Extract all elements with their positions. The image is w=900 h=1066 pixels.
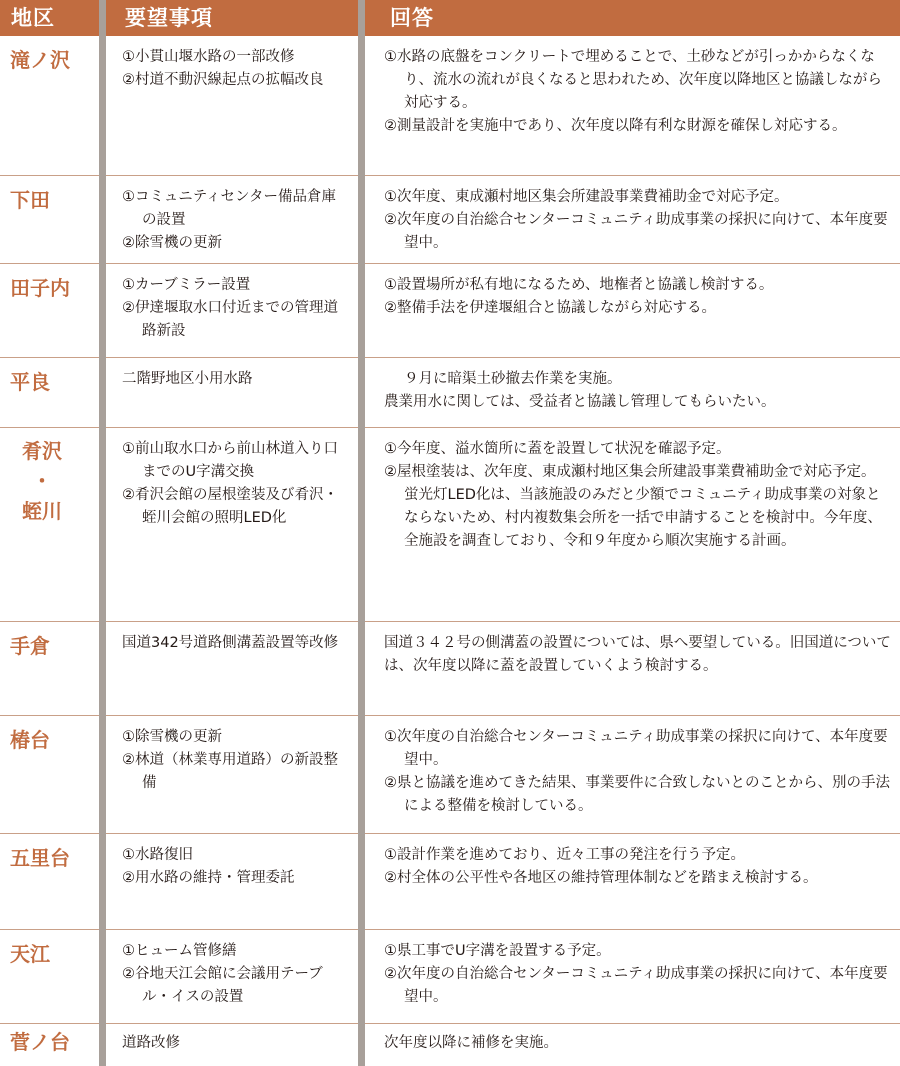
request-item: ②除雪機の更新 [122,235,222,251]
request-item: ①除雪機の更新 [122,729,222,745]
answer-item: ①今年度、溢水箇所に蓋を設置して状況を確認予定。 [384,441,731,457]
answer-item: ②次年度の自治総合センターコミュニティ助成事業の採択に向けて、本年度要望中。 [384,212,888,251]
answer-cell [384,632,894,678]
answer-item: ②整備手法を伊達堰組合と協議しながら対応する。 [384,300,716,316]
request-cell [122,844,350,890]
request-item: ②肴沢会館の屋根塗装及び肴沢・蛭川会館の照明LED化 [122,487,338,526]
answer-cell [384,274,894,320]
answer-cell [384,438,894,553]
table-row [0,176,900,264]
request-item: ②用水路の維持・管理委託 [122,870,295,886]
table-row [0,358,900,428]
table-row [0,622,900,716]
district-name [12,436,72,526]
answer-item: ①次年度の自治総合センターコミュニティ助成事業の採択に向けて、本年度要望中。 [384,729,888,768]
table-row [0,36,900,176]
request-item: ①カーブミラー設置 [122,277,251,293]
table-header [0,0,900,36]
district-name: 手倉 [10,634,50,658]
header-request: 要望事項 [125,6,213,30]
request-item: ②伊達堰取水口付近までの管理道路新設 [122,300,338,339]
answer-item: ９月に暗渠土砂撤去作業を実施。 [404,371,622,387]
header-district: 地区 [11,6,55,30]
request-cell [122,368,350,391]
answer-cell [384,368,894,414]
answer-cell [384,186,894,255]
request-item: ①ヒューム管修繕 [122,943,237,959]
answer-cell [384,844,894,890]
district-name: 椿台 [10,728,50,752]
request-item: ①コミュニティセンター備品倉庫の設置 [122,189,336,228]
answer-item: ②測量設計を実施中であり、次年度以降有利な財源を確保し対応する。 [384,118,847,134]
table-row [0,428,900,622]
column-divider [358,0,365,1066]
request-cell [122,940,350,1009]
answer-item: 農業用水に関しては、受益者と協議し管理してもらいたい。 [384,394,776,410]
table-row [0,264,900,358]
request-cell [122,726,350,795]
district-name: 下田 [10,188,50,212]
answer-cell [384,1032,894,1055]
answer-item: ①次年度、東成瀬村地区集会所建設事業費補助金で対応予定。 [384,189,789,205]
answer-cell [384,940,894,1009]
request-cell [122,186,350,255]
district-line: ・ [32,469,52,493]
request-cell [122,274,350,343]
answer-item: ①設置場所が私有地になるため、地権者と協議し検討する。 [384,277,774,293]
request-item: ①小貫山堰水路の一部改修 [122,49,295,65]
district-line: 蛭川 [22,499,62,523]
request-item: ①水路復旧 [122,847,193,863]
request-item: ②村道不動沢線起点の拡幅改良 [122,72,324,88]
answer-item: 蛍光灯LED化は、当該施設のみだと少額でコミュニティ助成事業の対象とならないため、村内複数集会所を一括で申請することを検討中。今年度、全施設を調査しており、令和９年度から順次実施する計画。 [404,487,882,549]
district-name: 滝ノ沢 [10,48,70,72]
answer-item: ②屋根塗装は、次年度、東成瀬村地区集会所建設事業費補助金で対応予定。 [384,464,876,480]
table-row [0,716,900,834]
answer-item: ②村全体の公平性や各地区の維持管理体制などを踏まえ検討する。 [384,870,818,886]
table-row [0,834,900,930]
answer-item: ①県工事でU字溝を設置する予定。 [384,943,611,959]
answer-item: ①設計作業を進めており、近々工事の発注を行う予定。 [384,847,745,863]
answer-cell [384,46,894,138]
answer-item: 次年度以降に補修を実施。 [384,1035,558,1051]
district-name: 五里台 [10,846,70,870]
answer-item: ②県と協議を進めてきた結果、事業要件に合致しないとのことから、別の手法による整備を検討している。 [384,775,890,814]
request-cell [122,632,350,655]
district-name: 天江 [10,942,50,966]
request-item: ①前山取水口から前山林道入り口までのU字溝交換 [122,441,338,480]
header-answer: 回答 [390,6,434,30]
request-item: 道路改修 [122,1035,180,1051]
answer-item: ①水路の底盤をコンクリートで埋めることで、土砂などが引っかからなくなり、流水の流れが良くなると思われため、次年度以降地区と協議しながら対応する。 [384,49,882,111]
column-divider [99,0,106,1066]
answer-item: ②次年度の自治総合センターコミュニティ助成事業の採択に向けて、本年度要望中。 [384,966,888,1005]
table-row [0,1024,900,1066]
district-name: 平良 [10,370,50,394]
district-name: 菅ノ台 [10,1030,70,1054]
answer-item: 国道３４２号の側溝蓋の設置については、県へ要望している。旧国道については、次年度以降に蓋を設置していくよう検討する。 [384,635,891,674]
request-item: ②谷地天江会館に会議用テーブル・イスの設置 [122,966,323,1005]
request-item: 国道342号道路側溝蓋設置等改修 [122,635,339,651]
answer-cell [384,726,894,818]
request-cell [122,1032,350,1055]
request-item: ②林道（林業専用道路）の新設整備 [122,752,338,791]
district-line: 肴沢 [22,439,62,463]
request-cell [122,46,350,92]
district-name: 田子内 [10,276,70,300]
request-cell [122,438,350,530]
request-item: 二階野地区小用水路 [122,371,253,387]
table-row [0,930,900,1024]
